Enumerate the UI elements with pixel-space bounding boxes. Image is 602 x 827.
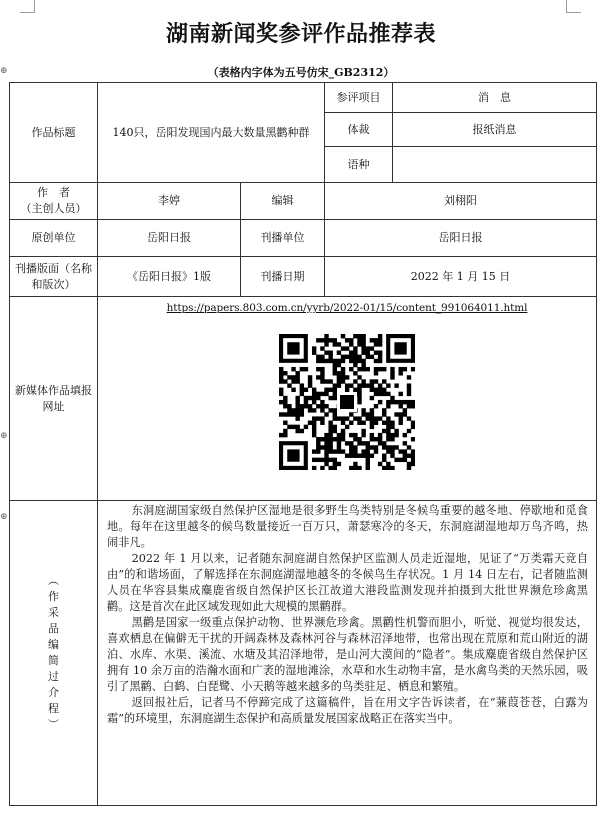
intro-label-char: 作 <box>48 590 59 603</box>
recommendation-form-table <box>9 82 597 806</box>
new-media-url-label: 新媒体作品填报网址 <box>10 297 98 501</box>
table-row <box>10 220 597 257</box>
intro-label-char: ︵ <box>48 574 59 587</box>
publish-date-value[interactable]: 2022 年 1 月 15 日 <box>325 257 597 297</box>
intro-paragraph: 东洞庭湖国家级自然保护区湿地是很多野生鸟类特别是冬候鸟重要的越冬地、停歇地和觅食地。每年在这里越冬的候鸟数量接近一百万只，萧瑟寒冷的冬天，东洞庭湖湿地却万鸟齐鸣，热闹非凡。 <box>107 504 588 549</box>
editor-label: 编辑 <box>241 183 325 220</box>
page-corner-mark-right <box>566 0 581 13</box>
author-label: 作 者 （主创人员） <box>10 183 98 220</box>
page-corner-mark-left <box>20 0 35 13</box>
intro-label <box>10 501 98 806</box>
original-unit-value[interactable]: 岳阳日报 <box>98 220 241 257</box>
editor-value[interactable]: 刘栩阳 <box>325 183 597 220</box>
table-move-handle-icon[interactable]: ⊕ <box>0 66 8 76</box>
language-label: 语种 <box>325 147 393 183</box>
intro-label-char: 程 <box>48 702 59 715</box>
intro-label-char: 介 <box>48 686 59 699</box>
table-row <box>10 83 597 113</box>
intro-label-char: 品 <box>48 622 59 635</box>
row-insert-marker-icon: ⊕ <box>0 512 8 522</box>
publish-page-label: 刊播版面（名称和版次） <box>10 257 98 297</box>
publish-unit-value[interactable]: 岳阳日报 <box>325 220 597 257</box>
publish-date-label: 刊播日期 <box>241 257 325 297</box>
work-title-label: 作品标题 <box>10 83 98 183</box>
original-unit-label: 原创单位 <box>10 220 98 257</box>
award-item-value[interactable]: 消 息 <box>393 83 597 113</box>
new-media-url-cell <box>98 297 597 501</box>
intro-paragraph: 返回报社后，记者马不停蹄完成了这篇稿件，旨在用文字告诉读者，在“蒹葭苍苍，白露为霜”的环境里，东洞庭湖生态保护和高质量发展国家战略正在落实当中。 <box>107 696 588 725</box>
table-row <box>10 297 597 501</box>
intro-paragraph: 黑鹳是国家一级重点保护动物、世界濒危珍禽。黑鹳性机警而胆小，听觉、视觉均很发达，喜欢栖息在偏僻无干扰的开阔森林及森林河谷与森林沼泽地带，也常出现在荒原和荒山附近的湖泊、水库、水渠、溪流、水塘及其沼泽地带，是山河大漠间的“隐者”。集成麋鹿省级自然保护区拥有 10 余万亩的浩瀚水面和广袤的湿地滩涂，水草和水生动物丰富，是水禽鸟类的天然乐园，吸引了黑鹳、白鹤、白琵鹭、小天鹅等越来越多的鸟类驻足、栖息和繁殖。 <box>107 616 588 693</box>
table-row <box>10 501 597 806</box>
intro-text-cell[interactable] <box>98 501 597 806</box>
new-media-url-link[interactable]: https://papers.803.com.cn/yyrb/2022-01/15/content_991064011.html <box>166 302 528 314</box>
work-title-value[interactable]: 140只，岳阳发现国内最大数量黑鹳种群 <box>98 83 325 183</box>
row-insert-marker-icon: ⊕ <box>0 431 8 441</box>
intro-label-char: 编 <box>48 638 59 651</box>
author-value[interactable]: 李婷 <box>98 183 241 220</box>
intro-label-char: 过 <box>48 670 59 683</box>
publish-unit-label: 刊播单位 <box>241 220 325 257</box>
genre-label: 体裁 <box>325 113 393 147</box>
publish-page-value[interactable]: 《岳阳日报》1版 <box>98 257 241 297</box>
page-subtitle: （表格内字体为五号仿宋_GB2312） <box>207 66 395 79</box>
page-title: 湖南新闻奖参评作品推荐表 <box>165 22 436 47</box>
language-value[interactable] <box>393 147 597 183</box>
qr-code-icon <box>279 334 415 470</box>
award-item-label: 参评项目 <box>325 83 393 113</box>
intro-label-char: 采 <box>48 606 59 619</box>
intro-paragraph: 2022 年 1 月以来，记者随东洞庭湖自然保护区监测人员走近湿地，见证了“万类霜天竞自由”的和谐场面，了解选择在东洞庭湖湿地越冬的冬候鸟生存状况。1 月 14 日左右，记者随监测人员在华容县集成麋鹿省级自然保护区长江故道大港段监测发现并拍摄到大批世界濒危珍禽黑鹳。这是首次在此区域发现如此大规模的黑鹳群。 <box>107 552 588 613</box>
intro-label-char: ︶ <box>48 718 59 731</box>
table-row <box>10 257 597 297</box>
table-row <box>10 183 597 220</box>
intro-label-char: 简 <box>48 654 59 667</box>
genre-value[interactable]: 报纸消息 <box>393 113 597 147</box>
